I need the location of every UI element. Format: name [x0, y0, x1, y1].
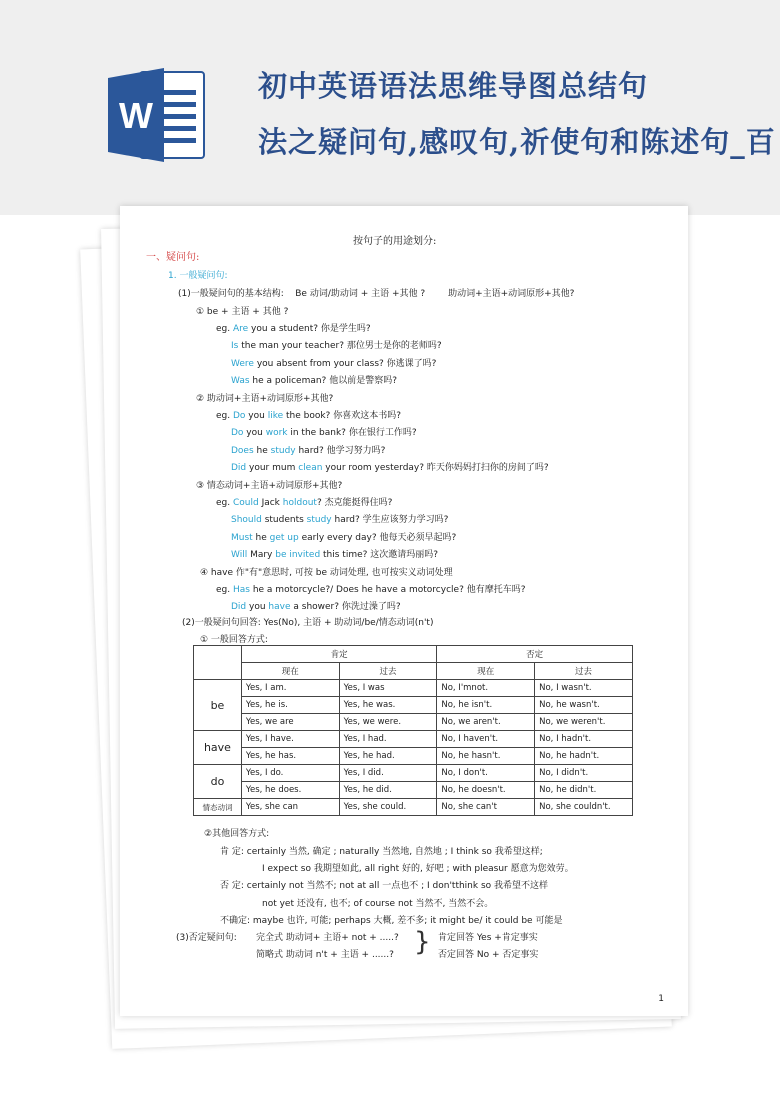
- table-header-positive: 肯定: [241, 646, 436, 663]
- logo-letter: W: [119, 95, 153, 136]
- basic-structure-label: (1)一般疑问句的基本结构:: [178, 289, 284, 299]
- basic-structure-line: [178, 288, 574, 300]
- table-cell: Yes, she could.: [339, 799, 437, 816]
- table-cell: Yes, he is.: [241, 697, 339, 714]
- item-be: ① be + 主语 + 其他 ?: [196, 307, 289, 317]
- table-cell: No, I don't.: [437, 765, 535, 782]
- table-cell: Yes, he has.: [241, 748, 339, 765]
- table-cell: Yes, we were.: [339, 714, 437, 731]
- table-cell: Yes, he does.: [241, 782, 339, 799]
- table-row: [194, 697, 633, 714]
- group-label-have: have: [194, 731, 242, 765]
- page-title-line1: 初中英语语法思维导图总结句: [258, 69, 649, 103]
- table-header-present: 现在: [241, 663, 339, 680]
- answers-other: ②其他回答方式:: [204, 829, 270, 839]
- example-line: eg. Could Jack holdout? 杰克能挺得住吗?: [216, 498, 393, 508]
- table-cell: Yes, I was: [339, 680, 437, 697]
- negative-answer-no: 否定回答 No + 否定事实: [438, 950, 539, 960]
- table-cell: No, he wasn't.: [535, 697, 633, 714]
- table-cell: No, I wasn't.: [535, 680, 633, 697]
- table-row: [194, 799, 633, 816]
- table-cell: Yes, I do.: [241, 765, 339, 782]
- table-cell: Yes, he was.: [339, 697, 437, 714]
- table-cell: No, I didn't.: [535, 765, 633, 782]
- answers-general: ① 一般回答方式:: [200, 635, 268, 645]
- negative-question-short: 简略式 助动词 n't + 主语 + ......?: [256, 950, 394, 960]
- table-cell: Yes, I did.: [339, 765, 437, 782]
- table-cell: Yes, she can: [241, 799, 339, 816]
- item-auxiliary: ② 助动词+主语+动词原形+其他?: [196, 394, 334, 404]
- brace-symbol: }: [414, 927, 431, 957]
- negative-question-full: 完全式 助动词+ 主语+ not + .....?: [256, 933, 399, 943]
- example-line: eg. Do you like the book? 你喜欢这本书吗?: [216, 411, 401, 421]
- word-logo-icon: [108, 68, 206, 162]
- table-header-past: 过去: [339, 663, 437, 680]
- table-corner: [194, 646, 242, 680]
- table-cell: No, we aren't.: [437, 714, 535, 731]
- doc-heading: 按句子的用途划分:: [353, 236, 437, 247]
- section-questions: 一、疑问句:: [146, 252, 200, 263]
- table-cell: No, he hasn't.: [437, 748, 535, 765]
- group-label-be: be: [194, 680, 242, 731]
- table-cell: No, she couldn't.: [535, 799, 633, 816]
- table-cell: No, he isn't.: [437, 697, 535, 714]
- table-cell: No, he doesn't.: [437, 782, 535, 799]
- table-row: [194, 731, 633, 748]
- item-modal: ③ 情态动词+主语+动词原形+其他?: [196, 481, 343, 491]
- other-answer-line: I expect so 我期望如此, all right 好的, 好吧 ; with pleasur 愿意为您效劳。: [262, 864, 574, 874]
- example-line: Will Mary be invited this time? 这次邀请玛丽吗?: [231, 550, 439, 560]
- group-label-do: do: [194, 765, 242, 799]
- other-answer-line: not yet 还没有, 也不; of course not 当然不, 当然不会。: [262, 899, 494, 909]
- table-header-past: 过去: [535, 663, 633, 680]
- table-row: [194, 680, 633, 697]
- table-cell: No, he hadn't.: [535, 748, 633, 765]
- table-cell: No, she can't: [437, 799, 535, 816]
- table-row: [194, 748, 633, 765]
- example-line: Is the man your teacher? 那位男士是你的老师吗?: [231, 341, 442, 351]
- example-line: Do you work in the bank? 你在银行工作吗?: [231, 428, 417, 438]
- example-line: Must he get up early every day? 他每天必须早起吗?: [231, 533, 457, 543]
- table-cell: No, I hadn't.: [535, 731, 633, 748]
- table-cell: Yes, I have.: [241, 731, 339, 748]
- table-cell: No, I'mnot.: [437, 680, 535, 697]
- group-label-modal: 情态动词: [194, 799, 242, 816]
- answers-heading: (2)一般疑问句回答: Yes(No), 主语 + 助动词/be/情态动词(n't): [182, 618, 434, 628]
- example-line: Was he a policeman? 他以前是警察吗?: [231, 376, 397, 386]
- table-header-present: 现在: [437, 663, 535, 680]
- table-cell: No, he didn't.: [535, 782, 633, 799]
- table-cell: No, I haven't.: [437, 731, 535, 748]
- example-line: Should students study hard? 学生应该努力学习吗?: [231, 515, 449, 525]
- table-row: [194, 765, 633, 782]
- page-number: 1: [658, 994, 664, 1004]
- table-row: [194, 714, 633, 731]
- table-cell: Yes, he had.: [339, 748, 437, 765]
- negative-answer-yes: 肯定回答 Yes +肯定事实: [438, 933, 538, 943]
- other-answer-line: 肯 定: certainly 当然, 确定 ; naturally 当然地, 自然地 ; I think so 我希望这样;: [220, 847, 543, 857]
- basic-structure-a: Be 动词/助动词 + 主语 +其他 ?: [295, 289, 426, 299]
- table-cell: Yes, he did.: [339, 782, 437, 799]
- table-cell: Yes, we are: [241, 714, 339, 731]
- basic-structure-b: 助动词+主语+动词原形+其他?: [448, 289, 575, 299]
- example-line: Did you have a shower? 你洗过澡了吗?: [231, 602, 401, 612]
- table-cell: Yes, I am.: [241, 680, 339, 697]
- example-line: Did your mum clean your room yesterday? 昨天你妈妈打扫你的房间了吗?: [231, 463, 549, 473]
- item-have: ④ have 作"有"意思时, 可按 be 动词处理, 也可按实义动词处理: [200, 568, 453, 578]
- negative-question-label: (3)否定疑问句:: [176, 933, 237, 943]
- other-answer-line: 否 定: certainly not 当然不; not at all 一点也不 ; I don'tthink so 我希望不这样: [220, 881, 549, 891]
- subsection-general-questions: 1. 一般疑问句:: [168, 271, 228, 281]
- page-title-line2: 法之疑问句,感叹句,祈使句和陈述句_百: [258, 125, 776, 159]
- example-line: Were you absent from your class? 你逃课了吗?: [231, 359, 437, 369]
- example-line: eg. Are you a student? 你是学生吗?: [216, 324, 371, 334]
- example-line: Does he study hard? 他学习努力吗?: [231, 446, 386, 456]
- example-line: eg. Has he a motorcycle?/ Does he have a motorcycle? 他有摩托车吗?: [216, 585, 526, 595]
- table-cell: Yes, I had.: [339, 731, 437, 748]
- document-page: [120, 206, 688, 1016]
- other-answer-line: 不确定: maybe 也许, 可能; perhaps 大概, 差不多; it might be/ it could be 可能是: [220, 916, 563, 926]
- table-cell: No, we weren't.: [535, 714, 633, 731]
- table-header-negative: 否定: [437, 646, 633, 663]
- answer-table: [193, 645, 633, 816]
- table-row: [194, 782, 633, 799]
